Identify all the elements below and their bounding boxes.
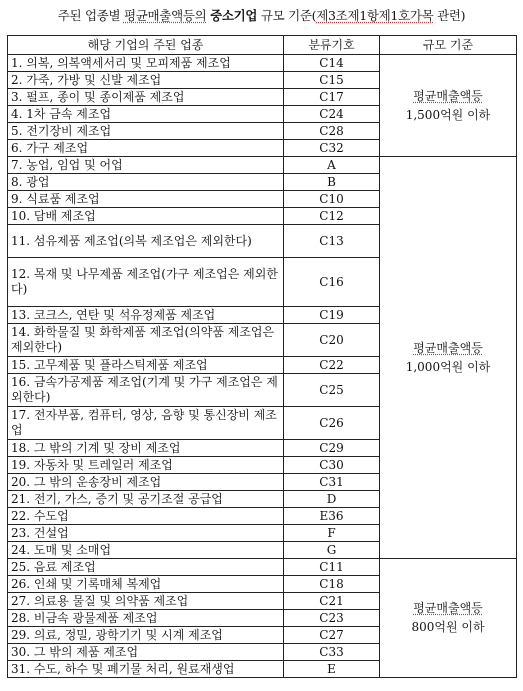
code-cell: C29: [284, 440, 380, 457]
industry-cell: 16. 금속가공제품 제조업(기계 및 가구 제조업은 제외한다): [8, 374, 284, 407]
header-industry: 해당 기업의 주된 업종: [8, 36, 284, 55]
document-title: [0, 6, 523, 24]
industry-cell: 22. 수도업: [8, 508, 284, 525]
scale-line-1: 평균매출액등: [413, 88, 483, 103]
code-cell: C32: [284, 140, 380, 157]
code-cell: C28: [284, 123, 380, 140]
title-mid: 규모 기준(: [257, 8, 317, 23]
title-suffix: 관련): [433, 8, 466, 23]
scale-criteria-table: [7, 35, 517, 678]
code-cell: A: [284, 157, 380, 174]
industry-cell: 14. 화학물질 및 화학제품 제조업(의약품 제조업은 제외한다): [8, 324, 284, 357]
header-code: 분류기호: [284, 36, 380, 55]
code-cell: G: [284, 542, 380, 559]
table-row: [8, 157, 517, 174]
code-cell: C15: [284, 72, 380, 89]
title-bold: 중소기업: [210, 8, 258, 23]
code-cell: E: [284, 661, 380, 678]
code-cell: C13: [284, 225, 380, 258]
header-scale: 규모 기준: [380, 36, 517, 55]
code-cell: C33: [284, 644, 380, 661]
industry-cell: 7. 농업, 임업 및 어업: [8, 157, 284, 174]
industry-cell: 5. 전기장비 제조업: [8, 123, 284, 140]
industry-cell: 26. 인쇄 및 기록매체 복제업: [8, 576, 284, 593]
industry-cell: 3. 펄프, 종이 및 종이제품 제조업: [8, 89, 284, 106]
code-cell: C30: [284, 457, 380, 474]
code-cell: C10: [284, 191, 380, 208]
industry-cell: 2. 가죽, 가방 및 신발 제조업: [8, 72, 284, 89]
code-cell: C25: [284, 374, 380, 407]
code-cell: C20: [284, 324, 380, 357]
title-ref: 제3조제1항제1호가목: [316, 8, 434, 23]
code-cell: E36: [284, 508, 380, 525]
code-cell: C16: [284, 258, 380, 307]
scale-line-1: 평균매출액등: [413, 601, 483, 615]
industry-cell: 27. 의료용 물질 및 의약품 제조업: [8, 593, 284, 610]
table-row: [8, 55, 517, 72]
industry-cell: 12. 목재 및 나무제품 제조업(가구 제조업은 제외한다): [8, 258, 284, 307]
table-body: [8, 55, 517, 678]
table-row: [8, 559, 517, 576]
industry-cell: 4. 1차 금속 제조업: [8, 106, 284, 123]
code-cell: C22: [284, 357, 380, 374]
code-cell: C21: [284, 593, 380, 610]
title-prefix: 주된 업종별: [57, 8, 124, 23]
code-cell: C31: [284, 474, 380, 491]
industry-cell: 11. 섬유제품 제조업(의복 제조업은 제외한다): [8, 225, 284, 258]
code-cell: C26: [284, 407, 380, 440]
industry-cell: 15. 고무제품 및 플라스틱제품 제조업: [8, 357, 284, 374]
industry-cell: 19. 자동차 및 트레일러 제조업: [8, 457, 284, 474]
industry-cell: 17. 전자부품, 컴퓨터, 영상, 음향 및 통신장비 제조업: [8, 407, 284, 440]
industry-cell: 24. 도매 및 소매업: [8, 542, 284, 559]
code-cell: B: [284, 174, 380, 191]
industry-cell: 21. 전기, 가스, 증기 및 공기조절 공급업: [8, 491, 284, 508]
industry-cell: 13. 코크스, 연탄 및 석유정제품 제조업: [8, 307, 284, 324]
industry-cell: 25. 음료 제조업: [8, 559, 284, 576]
code-cell: C23: [284, 610, 380, 627]
scale-cell: [380, 559, 517, 678]
industry-cell: 23. 건설업: [8, 525, 284, 542]
industry-cell: 10. 담배 제조업: [8, 208, 284, 225]
scale-cell: [380, 55, 517, 157]
code-cell: D: [284, 491, 380, 508]
industry-cell: 1. 의복, 의복액세서리 및 모피제품 제조업: [8, 55, 284, 72]
scale-cell: [380, 157, 517, 559]
industry-cell: 9. 식료품 제조업: [8, 191, 284, 208]
industry-cell: 8. 광업: [8, 174, 284, 191]
scale-line-2: 1,500억원 이하: [405, 107, 491, 122]
title-underlined: 평균매출액등의: [123, 8, 207, 23]
code-cell: C24: [284, 106, 380, 123]
scale-line-2: 800억원 이하: [411, 620, 485, 634]
code-cell: C14: [284, 55, 380, 72]
industry-cell: 29. 의료, 정밀, 광학기기 및 시계 제조업: [8, 627, 284, 644]
code-cell: C11: [284, 559, 380, 576]
code-cell: C27: [284, 627, 380, 644]
code-cell: F: [284, 525, 380, 542]
scale-line-2: 1,000억원 이하: [405, 359, 491, 374]
industry-cell: 28. 비금속 광물제품 제조업: [8, 610, 284, 627]
industry-cell: 6. 가구 제조업: [8, 140, 284, 157]
code-cell: C12: [284, 208, 380, 225]
scale-line-1: 평균매출액등: [413, 340, 483, 355]
header-row: [8, 36, 517, 55]
industry-cell: 20. 그 밖의 운송장비 제조업: [8, 474, 284, 491]
industry-cell: 30. 그 밖의 제품 제조업: [8, 644, 284, 661]
code-cell: C17: [284, 89, 380, 106]
code-cell: C18: [284, 576, 380, 593]
industry-cell: 18. 그 밖의 기계 및 장비 제조업: [8, 440, 284, 457]
industry-cell: 31. 수도, 하수 및 폐기물 처리, 원료재생업: [8, 661, 284, 678]
code-cell: C19: [284, 307, 380, 324]
